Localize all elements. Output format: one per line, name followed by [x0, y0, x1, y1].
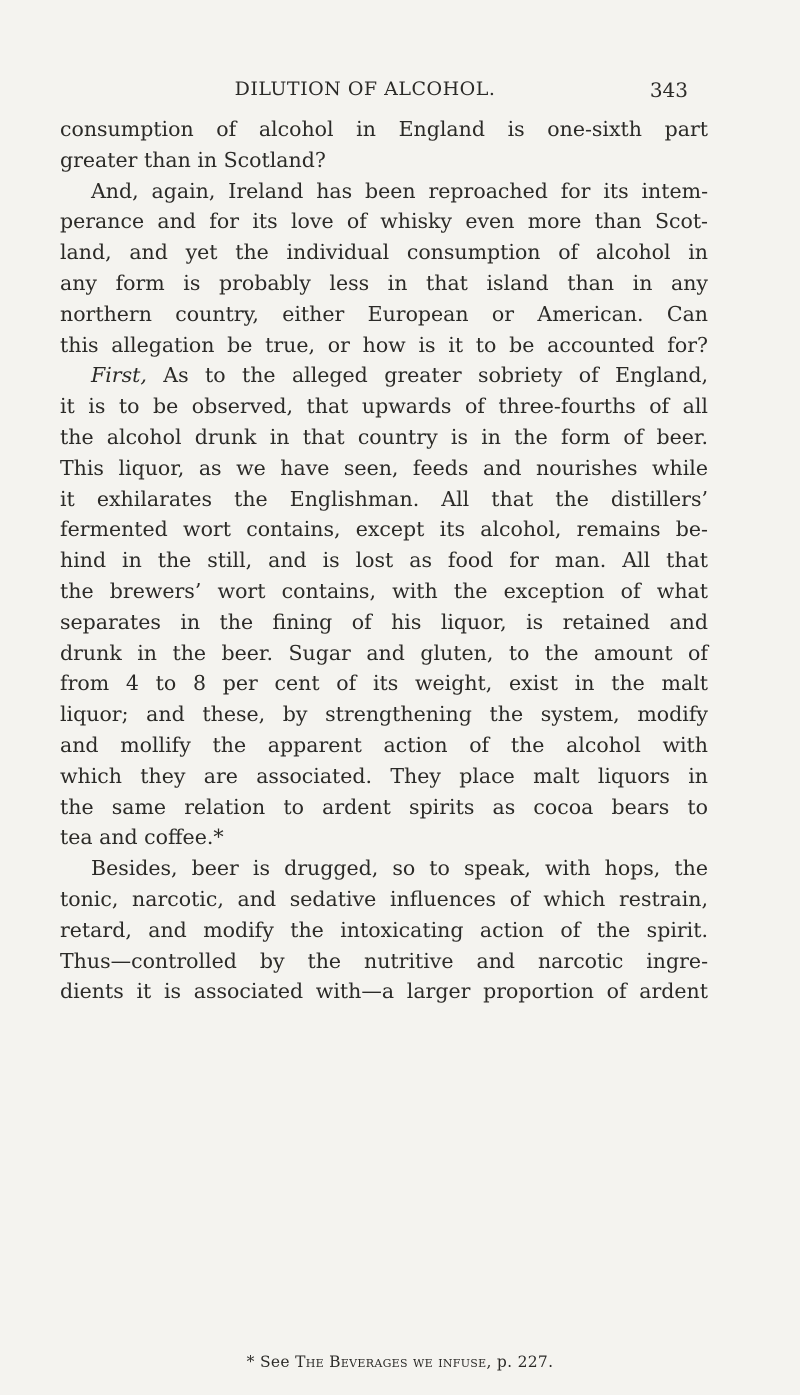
italic-first: First, [91, 363, 147, 388]
text-line: this allegation be true, or how is it to be accounted for? [60, 332, 708, 357]
text-line: which they are associated. They place malt liquors in [60, 763, 708, 788]
text-line: the alcohol drunk in that country is in the form of beer. [60, 424, 708, 449]
text-line: Thus—controlled by the nutritive and narcotic ingre- [60, 948, 708, 973]
text-line: and mollify the apparent action of the alcohol with [60, 732, 708, 757]
body-text [60, 114, 708, 1007]
text-line: liquor; and these, by strengthening the system, modify [60, 702, 708, 727]
text-line: And, again, Ireland has been reproached for its intem- [91, 178, 708, 203]
footnote-prefix: * See [246, 1353, 290, 1371]
text-line [60, 360, 708, 391]
text-line: perance and for its love of whisky even more than Scot- [60, 209, 708, 234]
text-line: Besides, beer is drugged, so to speak, with hops, the [91, 856, 708, 881]
text-line: fermented wort contains, except its alcohol, remains be- [60, 517, 708, 542]
text-line: tea and coffee.* [60, 825, 224, 850]
text-line: dients it is associated with—a larger proportion of ardent [60, 979, 708, 1004]
page-number: 343 [649, 78, 688, 102]
text-line: the same relation to ardent spirits as cocoa bears to [60, 794, 708, 819]
text-line: hind in the still, and is lost as food for man. All that [60, 548, 708, 573]
text-line: drunk in the beer. Sugar and gluten, to the amount of [60, 640, 708, 665]
text-line: it exhilarates the Englishman. All that the distillers’ [60, 486, 708, 511]
text-line: northern country, either European or American. Can [60, 301, 708, 326]
text-line: separates in the fining of his liquor, is retained and [60, 609, 708, 634]
text-line: it is to be observed, that upwards of three-fourths of all [60, 394, 708, 419]
text-fragment: As to the alleged greater sobriety of England, [163, 363, 708, 388]
footnote [0, 1353, 800, 1371]
text-line: land, and yet the individual consumption of alcohol in [60, 240, 708, 265]
footnote-ref: p. 227. [496, 1353, 554, 1371]
text-line: This liquor, as we have seen, feeds and nourishes while [60, 455, 708, 480]
text-line: retard, and modify the intoxicating action of the spirit. [60, 917, 708, 942]
text-line: consumption of alcohol in England is one-sixth part [60, 117, 708, 141]
text-line: tonic, narcotic, and sedative influences of which restrain, [60, 886, 708, 911]
text-line: the brewers’ wort contains, with the exception of what [60, 578, 708, 603]
footnote-title: The Beverages we infuse, [295, 1353, 492, 1371]
text-line: greater than in Scotland? [60, 147, 326, 172]
text-line: from 4 to 8 per cent of its weight, exist in the malt [60, 671, 708, 696]
text-line: any form is probably less in that island than in any [60, 270, 708, 295]
running-title: DILUTION OF ALCOHOL. [234, 78, 496, 100]
